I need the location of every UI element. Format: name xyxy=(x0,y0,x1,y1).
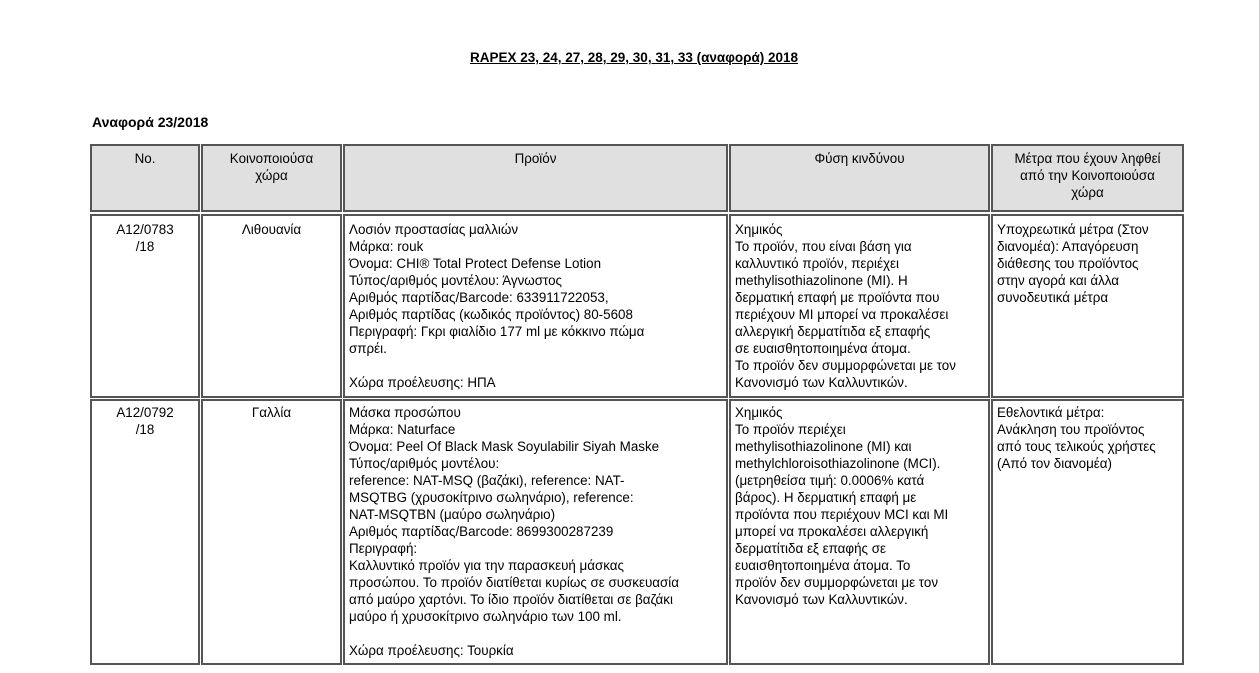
row-2-product xyxy=(343,399,728,665)
report-heading: Αναφορά 23/2018 xyxy=(92,114,209,130)
row-1-measures-line: διανομέα): Απαγόρευση xyxy=(997,239,1139,254)
row-1-product-blank xyxy=(349,357,722,374)
row-1-risk-line: Το προϊόν, που είναι βάση για xyxy=(735,239,912,254)
row-2-product-line: προσώπου. Το προϊόν διατίθεται κυρίως σε συσκευασία xyxy=(349,575,680,590)
row-1-risk-line: σε ευαισθητοποιημένα άτομα. xyxy=(735,341,911,356)
row-2-risk-line: δερματίτιδα εξ επαφής σε xyxy=(735,541,886,556)
header-country-line-1: Κοινοποιούσα xyxy=(229,151,314,166)
header-measures-line-1: Μέτρα που έχουν ληφθεί xyxy=(1014,151,1161,166)
row-1-product-line: Χώρα προέλευσης: ΗΠΑ xyxy=(349,375,496,390)
row-2-measures xyxy=(991,399,1184,665)
row-2-risk-line: μπορεί να προκαλέσει αλλεργική xyxy=(735,524,929,539)
header-measures-line-2: από την Κοινοποιούσα xyxy=(1020,168,1155,183)
row-1-risk-line: καλλυντικό προϊόν, περιέχει xyxy=(735,256,899,271)
row-2-measures-line: από τους τελικούς χρήστες xyxy=(997,439,1156,454)
row-1-product-line: Αριθμός παρτίδας (κωδικός προϊόντος) 80-5608 xyxy=(349,307,633,322)
row-2-product-line: Όνομα: Peel Of Black Mask Soyulabilir Siyah Maske xyxy=(349,439,660,454)
row-2-measures-line: Ανάκληση του προϊόντος xyxy=(997,422,1145,437)
header-no xyxy=(90,144,200,212)
row-2-product-line: Μάρκα: Naturface xyxy=(349,422,456,437)
row-2-risk-line: Το προϊόν περιέχει xyxy=(735,422,846,437)
header-measures-line-3: χώρα xyxy=(1071,185,1104,200)
row-1-measures-line: συνοδευτικά μέτρα xyxy=(997,290,1109,305)
row-1-no-line-1: A12/0783 xyxy=(116,222,174,237)
row-2-risk-line: Χημικός xyxy=(735,405,783,420)
row-1-measures-line: στην αγορά και άλλα xyxy=(997,273,1120,288)
row-1-measures-line: διάθεσης του προϊόντος xyxy=(997,256,1139,271)
row-2-risk xyxy=(729,399,990,665)
row-2-product-line: Καλλυντικό προϊόν για την παρασκευή μάσκας xyxy=(349,558,625,573)
row-2-risk-line: προϊόν δεν συμμορφώνεται με τον xyxy=(735,575,939,590)
row-1-measures xyxy=(991,214,1184,398)
row-2-country xyxy=(201,399,342,665)
row-1-risk xyxy=(729,214,990,398)
row-2-product-line: MSQTBG (χρυσοκίτρινο σωληνάριο), reference: xyxy=(349,490,634,505)
row-1-no-line-2: /18 xyxy=(135,239,155,254)
row-1-risk-line: methylisothiazolinone (MI). Η xyxy=(735,273,908,288)
row-1-product-line: Αριθμός παρτίδας/Barcode: 633911722053, xyxy=(349,290,609,305)
header-risk-label: Φύση κινδύνου xyxy=(814,151,905,166)
row-2-product-line: από μαύρο χαρτόνι. Το ίδιο προϊόν διατίθεται σε βαζάκι xyxy=(349,592,673,607)
row-2-measures-line: (Από τον διανομέα) xyxy=(997,456,1112,471)
document-title: RAPEX 23, 24, 27, 28, 29, 30, 31, 33 (αναφορά) 2018 xyxy=(469,50,799,65)
row-2-risk-line: methylisothiazolinone (MI) και xyxy=(735,439,912,454)
header-measures xyxy=(991,144,1184,212)
row-2-product-line: NAT-MSQTBN (μαύρο σωληνάριο) xyxy=(349,507,556,522)
row-2-no xyxy=(90,399,200,665)
row-1-country-name: Λιθουανία xyxy=(241,222,302,237)
header-product xyxy=(343,144,728,212)
row-2-product-line: Αριθμός παρτίδας/Barcode: 8699300287239 xyxy=(349,524,614,539)
header-country xyxy=(201,144,342,212)
row-1-risk-line: περιέχουν MI μπορεί να προκαλέσει xyxy=(735,307,949,322)
header-no-label: No. xyxy=(134,151,156,166)
row-2-risk-line: (μετρηθείσα τιμή: 0.0006% κατά xyxy=(735,473,925,488)
header-risk xyxy=(729,144,990,212)
row-1-risk-line: αλλεργική δερματίτιδα εξ επαφής xyxy=(735,324,931,339)
row-1-product-line: Όνομα: CHI® Total Protect Defense Lotion xyxy=(349,256,602,271)
row-2-risk-line: methylchloroisothiazolinone (MCI). xyxy=(735,456,941,471)
row-2-no-line-1: A12/0792 xyxy=(116,405,174,420)
row-2-measures-line: Εθελοντικά μέτρα: xyxy=(997,405,1105,420)
row-1-product xyxy=(343,214,728,398)
row-1-country xyxy=(201,214,342,398)
row-1-risk-line: δερματική επαφή με προϊόντα που xyxy=(735,290,940,305)
row-2-product-blank xyxy=(349,625,722,642)
row-1-risk-line: Κανονισμό των Καλλυντικών. xyxy=(735,375,908,390)
row-2-risk-line: ευαισθητοποιημένα άτομα. Το xyxy=(735,558,911,573)
row-2-risk-line: Κανονισμό των Καλλυντικών. xyxy=(735,592,908,607)
row-2-product-line: μαύρο ή χρυσοκίτρινο σωληνάριο των 100 ml. xyxy=(349,609,622,624)
row-2-risk-line: βάρος). Η δερματική επαφή με xyxy=(735,490,917,505)
row-2-country-name: Γαλλία xyxy=(251,405,292,420)
row-2-product-line: reference: NAT-MSQ (βαζάκι), reference: NAT- xyxy=(349,473,625,488)
row-1-no xyxy=(90,214,200,398)
row-2-product-line: Χώρα προέλευσης: Τουρκία xyxy=(349,643,514,658)
row-1-product-line: Λοσιόν προστασίας μαλλιών xyxy=(349,222,519,237)
header-country-line-2: χώρα xyxy=(255,168,288,183)
row-1-measures-line: Υποχρεωτικά μέτρα (Στον xyxy=(997,222,1149,237)
header-product-label: Προϊόν xyxy=(514,151,557,166)
row-2-product-line: Μάσκα προσώπου xyxy=(349,405,461,420)
row-2-product-line: Τύπος/αριθμός μοντέλου: xyxy=(349,456,500,471)
row-1-product-line: Μάρκα: rouk xyxy=(349,239,424,254)
row-2-no-line-2: /18 xyxy=(135,422,155,437)
row-1-product-line: Τύπος/αριθμός μοντέλου: Άγνωστος xyxy=(349,273,563,288)
row-1-product-line: Περιγραφή: Γκρι φιαλίδιο 177 ml με κόκκινο πώμα xyxy=(349,324,645,339)
row-2-risk-line: προϊόντα που περιέχουν MCI και MI xyxy=(735,507,949,522)
row-1-risk-line: Το προϊόν δεν συμμορφώνεται με τον xyxy=(735,358,956,373)
row-1-risk-line: Χημικός xyxy=(735,222,783,237)
row-1-product-line: σπρέι. xyxy=(349,341,387,356)
row-2-product-line: Περιγραφή: xyxy=(349,541,418,556)
